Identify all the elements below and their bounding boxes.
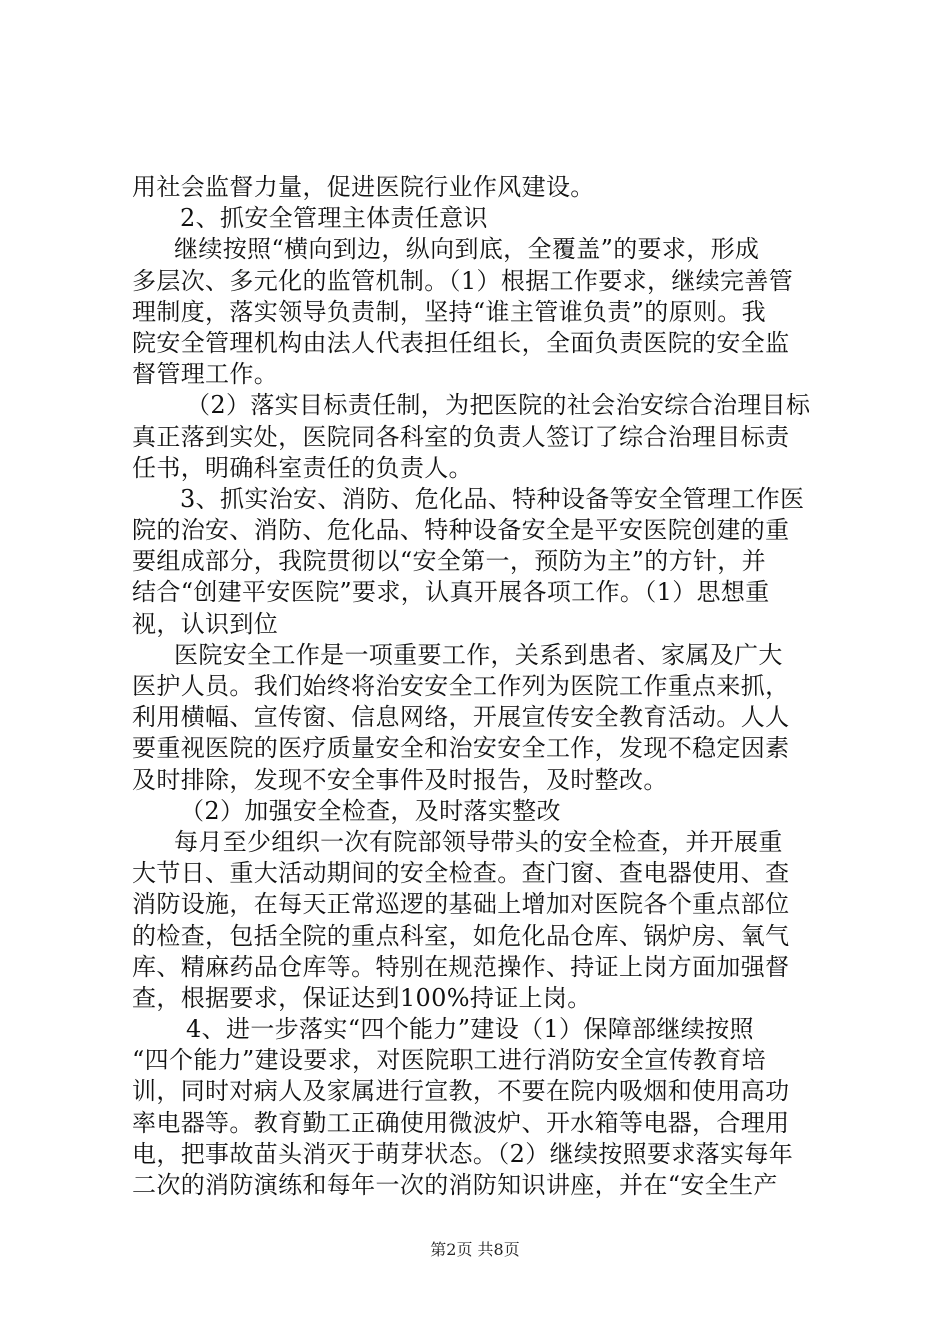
text-line: 视，认识到位 (132, 609, 279, 638)
section-heading: 4、进一步落实“四个能力”建设（1）保障部继续按照 (186, 1015, 754, 1044)
page-footer: 第2页 共8页 (430, 1240, 520, 1259)
text-line: 及时排除，发现不安全事件及时报告，及时整改。 (132, 765, 668, 794)
section-heading: 2、抓安全管理主体责任意识 (180, 204, 488, 233)
text-line: （2）落实目标责任制，为把医院的社会治安综合治理目标 (186, 391, 811, 420)
text-line: 院的治安、消防、危化品、特种设备安全是平安医院创建的重 (132, 516, 790, 545)
text-line: 电，把事故苗头消灭于萌芽状态。（2）继续按照要求落实每年 (132, 1139, 794, 1168)
text-line: 消防设施，在每天正常巡逻的基础上增加对医院各个重点部位 (132, 890, 790, 919)
text-line: 结合“创建平安医院”要求，认真开展各项工作。（1）思想重 (132, 578, 770, 607)
text-line: 任书，明确科室责任的负责人。 (132, 453, 473, 482)
text-line: 的检查，包括全院的重点科室，如危化品仓库、锅炉房、氧气 (132, 921, 790, 950)
text-line: 真正落到实处，医院同各科室的负责人签订了综合治理目标责 (132, 422, 790, 451)
text-line: “四个能力”建设要求，对医院职工进行消防安全宣传教育培 (132, 1046, 766, 1075)
text-line: 查，根据要求，保证达到100%持证上岗。 (132, 983, 592, 1012)
text-line: 每月至少组织一次有院部领导带头的安全检查，并开展重 (174, 827, 783, 856)
text-line: 训，同时对病人及家属进行宣教，不要在院内吸烟和使用高功 (132, 1077, 790, 1106)
text-line: 多层次、多元化的监管机制。（1）根据工作要求，继续完善管 (132, 266, 794, 295)
text-line: 医护人员。我们始终将治安安全工作列为医院工作重点来抓， (132, 672, 790, 700)
text-line: 库、精麻药品仓库等。特别在规范操作、持证上岗方面加强督 (132, 952, 790, 981)
text-line: 大节日、重大活动期间的安全检查。查门窗、查电器使用、查 (132, 859, 790, 888)
document-body (132, 172, 828, 1201)
text-line: 二次的消防演练和每年一次的消防知识讲座，并在“安全生产 (132, 1171, 778, 1199)
section-heading: 3、抓实治安、消防、危化品、特种设备等安全管理工作医 (180, 484, 805, 513)
text-line: （2）加强安全检查，及时落实整改 (180, 796, 561, 825)
text-line: 理制度，落实领导负责制，坚持“谁主管谁负责”的原则。我 (132, 297, 766, 326)
text-line: 督管理工作。 (132, 360, 279, 389)
text-line: 医院安全工作是一项重要工作，关系到患者、家属及广大 (174, 640, 783, 669)
text-line: 利用横幅、宣传窗、信息网络，开展宣传安全教育活动。人人 (132, 703, 790, 732)
text-line: 要重视医院的医疗质量安全和治安安全工作，发现不稳定因素 (132, 734, 790, 763)
text-line: 用社会监督力量，促进医院行业作风建设。 (132, 173, 595, 201)
text-line: 率电器等。教育勤工正确使用微波炉、开水箱等电器，合理用 (132, 1108, 790, 1137)
text-line: 院安全管理机构由法人代表担任组长，全面负责医院的安全监 (132, 328, 790, 357)
text-line: 继续按照“横向到边，纵向到底，全覆盖”的要求，形成 (174, 235, 760, 264)
text-line: 要组成部分，我院贯彻以“安全第一，预防为主”的方针，并 (132, 547, 766, 576)
